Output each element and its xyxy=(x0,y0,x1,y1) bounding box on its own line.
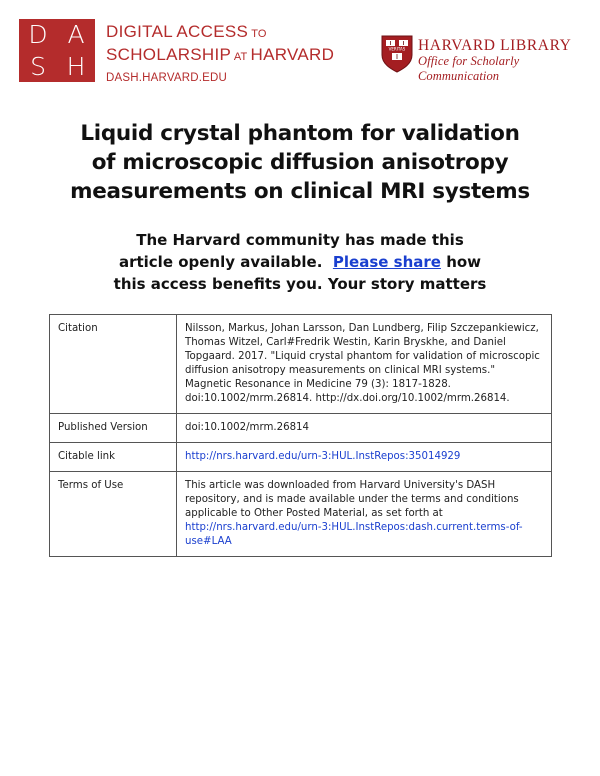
dash-line-2 xyxy=(106,44,334,68)
dash-logo-letter: D xyxy=(28,20,48,50)
terms-of-use-link[interactable]: http://nrs.harvard.edu/urn-3:HUL.InstRepos:dash.current.terms-of-use#LAA xyxy=(185,522,523,547)
published-version-value: doi:10.1002/mrm.26814 xyxy=(177,414,552,443)
harvard-shield-icon xyxy=(381,35,413,73)
dash-line-2-small: AT xyxy=(231,51,251,63)
terms-of-use-cell xyxy=(177,472,552,557)
community-line-1: The Harvard community has made this xyxy=(136,231,464,249)
title-line: of microscopic diffusion anisotropy xyxy=(91,150,509,175)
table-row xyxy=(50,315,552,414)
table-row xyxy=(50,472,552,557)
citable-link[interactable]: http://nrs.harvard.edu/urn-3:HUL.InstRepos:35014929 xyxy=(185,451,461,462)
harvard-library-name: HARVARD LIBRARY xyxy=(418,37,572,54)
dash-url[interactable]: DASH.HARVARD.EDU xyxy=(106,72,227,84)
dash-line-1-small: TO xyxy=(248,28,267,40)
citation-label: Citation xyxy=(50,315,177,414)
metadata-table xyxy=(49,314,552,557)
dash-line-2-end: HARVARD xyxy=(250,45,335,64)
table-row xyxy=(50,414,552,443)
community-line-2-post: how xyxy=(446,253,482,271)
dash-line-2-main: SCHOLARSHIP xyxy=(106,45,232,64)
citable-link-cell xyxy=(177,443,552,472)
community-line-3: this access benefits you. Your story matters xyxy=(113,275,487,293)
harvard-shield-text: VERITAS xyxy=(388,46,406,52)
table-row xyxy=(50,443,552,472)
dash-line-1-main: DIGITAL ACCESS xyxy=(106,22,249,41)
citation-text: Nilsson, Markus, Johan Larsson, Dan Lundberg, Filip Szczepankiewicz, Thomas Witzel, Carl#Fredrik Westin, Karin Bryskhe, and Daniel Topgaard. 2017. "Liquid crystal phantom for validation of microscopic diffusion anisotropy measurements on clinical MRI systems." Magnetic Resonance in Medicine 79 (3): 1817-1828. doi:10.1002/mrm.26814. http://dx.doi.org/10.1002/mrm.26814. xyxy=(177,315,552,414)
community-line-2-pre: article openly available. xyxy=(118,253,323,271)
dash-logo xyxy=(19,19,95,82)
please-share-link[interactable]: Please share xyxy=(332,253,441,271)
dash-logo-letter: H xyxy=(66,51,86,81)
harvard-library-subtitle: Office for Scholarly Communication xyxy=(418,54,520,83)
terms-of-use-label: Terms of Use xyxy=(50,472,177,557)
dash-logo-letter: A xyxy=(67,20,85,50)
title-line: Liquid crystal phantom for validation xyxy=(80,121,520,146)
dash-logo-letter: S xyxy=(30,51,46,81)
community-statement xyxy=(60,229,540,295)
title-line: measurements on clinical MRI systems xyxy=(70,179,530,204)
terms-of-use-text: This article was downloaded from Harvard University's DASH repository, and is made available under the terms and conditions applicable to Other Posted Material, as set forth at xyxy=(185,480,519,519)
dash-wordmark xyxy=(106,22,334,86)
citable-link-label: Citable link xyxy=(50,443,177,472)
dash-line-1 xyxy=(106,22,334,44)
published-version-label: Published Version xyxy=(50,414,177,443)
article-title xyxy=(40,119,560,206)
harvard-library-wordmark xyxy=(418,37,600,84)
